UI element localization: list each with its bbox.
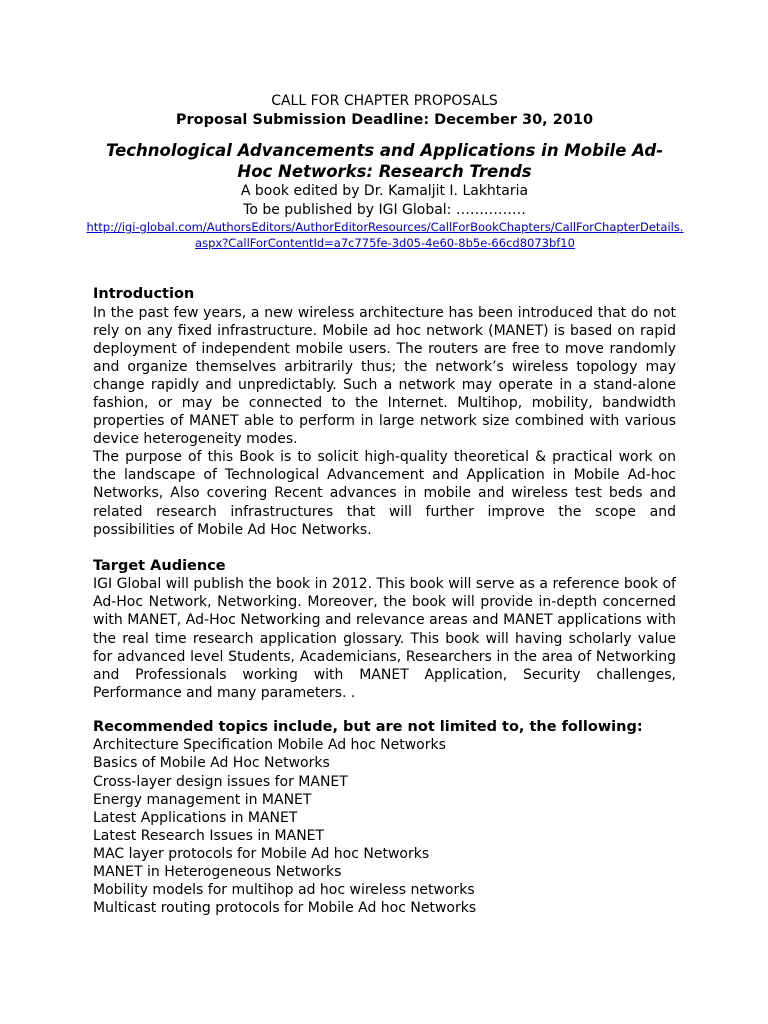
introduction-paragraph-2: The purpose of this Book is to solicit high-quality theoretical & practical work on the landscape of Technological Advancement and Application in Mobile Ad-hoc Networks, Also covering Recent advances in mobile and wireless test beds and related research infrastructures that will further improve the scope and possibilities of Mobile Ad Hoc Networks. xyxy=(93,449,676,538)
book-title: Technological Advancements and Applications in Mobile Ad-Hoc Networks: Research Trends xyxy=(105,141,664,181)
list-item: Latest Research Issues in MANET xyxy=(93,827,325,844)
target-audience-paragraph: IGI Global will publish the book in 2012. This book will serve as a reference book of Ad-Hoc Network, Networking. Moreover, the book will provide in-depth concerned with MANET, Ad-Hoc Networking and relevance areas and MANET applications with the real time research application glossary. This book will having scholarly value for advanced level Students, Academicians, Researchers in the area of Networking and Professionals working with MANET Application, Security challenges, Performance and many parameters. . xyxy=(93,576,676,701)
call-heading: CALL FOR CHAPTER PROPOSALS xyxy=(271,93,498,109)
introduction-heading: Introduction xyxy=(93,286,195,302)
list-item: Mobility models for multihop ad hoc wireless networks xyxy=(93,882,475,899)
topics-list xyxy=(93,736,676,917)
call-for-content-link[interactable]: http://igi-global.com/AuthorsEditors/AuthorEditorResources/CallForBookChapters/CallForChapterDetails.aspx?CallForContentId=a7c775fe-3d05-4e60-8b5e-66cd8073bf10 xyxy=(86,220,684,250)
edited-by: A book edited by Dr. Kamaljit I. Lakhtaria xyxy=(240,183,529,199)
list-item: MANET in Heterogeneous Networks xyxy=(93,864,342,881)
list-item: Architecture Specification Mobile Ad hoc Networks xyxy=(93,737,446,754)
list-item: Basics of Mobile Ad Hoc Networks xyxy=(93,755,330,772)
list-item: Latest Applications in MANET xyxy=(93,809,298,826)
list-item: MAC layer protocols for Mobile Ad hoc Networks xyxy=(93,845,430,862)
introduction-paragraph-1: In the past few years, a new wireless architecture has been introduced that do not rely on any fixed infrastructure. Mobile ad hoc network (MANET) is based on rapid deployment of independent mobile users. The routers are free to move randomly and organize themselves arbitrarily thus; the network’s wireless topology may change rapidly and unpredictably. Such a network may operate in a stand-alone fashion, or may be connected to the Internet. Multihop, mobility, bandwidth properties of MANET able to perform in large network size combined with various device heterogeneity modes. xyxy=(93,304,676,448)
list-item: Multicast routing protocols for Mobile Ad hoc Networks xyxy=(93,900,477,917)
deadline-heading: Proposal Submission Deadline: December 30, 2010 xyxy=(175,112,594,128)
target-audience-heading: Target Audience xyxy=(93,557,226,574)
list-item: Cross-layer design issues for MANET xyxy=(93,773,348,790)
topics-heading: Recommended topics include, but are not limited to, the following: xyxy=(93,718,643,735)
list-item: Energy management in MANET xyxy=(93,791,312,808)
published-by: To be published by IGI Global: …………… xyxy=(243,201,526,218)
document-page xyxy=(86,92,684,917)
